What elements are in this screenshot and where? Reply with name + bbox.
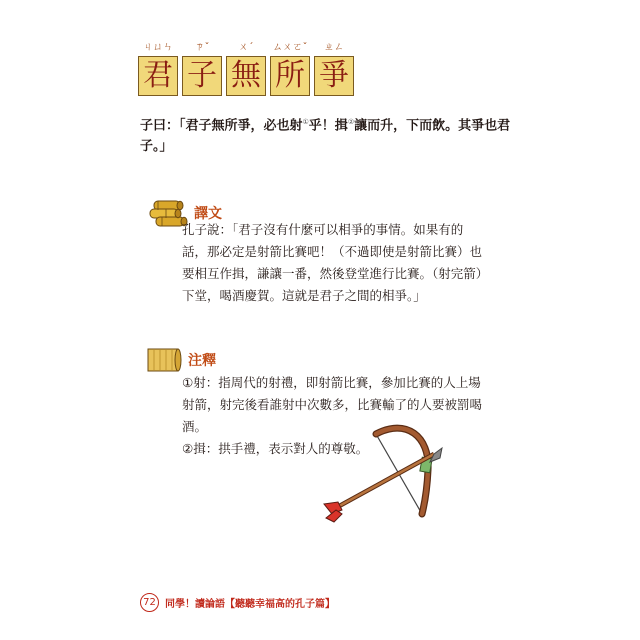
bopomofo: ㄙㄨㄛˇ bbox=[272, 42, 308, 53]
title-char-group bbox=[268, 40, 312, 96]
title-char: 爭 bbox=[314, 56, 354, 96]
book-series-title: 同學！讀論語【聽聽幸福高的孔子篇】 bbox=[165, 599, 335, 610]
note-item: ①射：指周代的射禮，即射箭比賽，參加比賽的人上場射箭，射完後看誰射中次數多，比賽輸了的人要被罰喝酒。 bbox=[182, 375, 483, 434]
title-char: 所 bbox=[270, 56, 310, 96]
note-item: ②揖：拱手禮，表示對人的尊敬。 bbox=[182, 441, 369, 456]
title-char-group bbox=[180, 40, 224, 96]
notes-heading bbox=[146, 346, 216, 374]
title-char: 君 bbox=[138, 56, 178, 96]
title-char: 無 bbox=[226, 56, 266, 96]
title-char-group bbox=[312, 40, 356, 96]
paper-scroll-icon bbox=[146, 346, 182, 374]
note-marker: ① bbox=[302, 118, 309, 126]
page-footer bbox=[140, 593, 335, 612]
bow-and-arrow-illustration bbox=[318, 418, 448, 528]
title-char: 子 bbox=[182, 56, 222, 96]
bopomofo: ㄓㄥ bbox=[324, 42, 344, 53]
section-title: 注釋 bbox=[188, 353, 216, 369]
translation-text: 孔子說：「君子沒有什麼可以相爭的事情。如果有的話，那必定是射箭比賽吧！（不過即使是射箭比賽）也要相互作揖，謙讓一番，然後登堂進行比賽。（射完箭）下堂，喝酒慶賀。這就是君子之間的相爭。」 bbox=[182, 222, 483, 303]
title-char-group bbox=[136, 40, 180, 96]
note-marker: ② bbox=[347, 118, 355, 126]
bopomofo: ㄐㄩㄣ bbox=[143, 42, 173, 53]
title-char-group bbox=[224, 40, 268, 96]
bopomofo: ㄗˇ bbox=[194, 42, 210, 53]
quote-part: 子曰：「君子無所爭，必也射 bbox=[140, 118, 303, 134]
section-title: 譯文 bbox=[194, 206, 222, 222]
original-quote bbox=[140, 112, 520, 157]
bopomofo: ㄨˊ bbox=[238, 42, 254, 53]
quote-part: 讓而升，下而飲。其爭也君子。」 bbox=[140, 118, 511, 155]
page-number: 72 bbox=[140, 593, 159, 612]
quote-part: 乎！揖 bbox=[308, 118, 348, 134]
lesson-title bbox=[136, 40, 356, 96]
